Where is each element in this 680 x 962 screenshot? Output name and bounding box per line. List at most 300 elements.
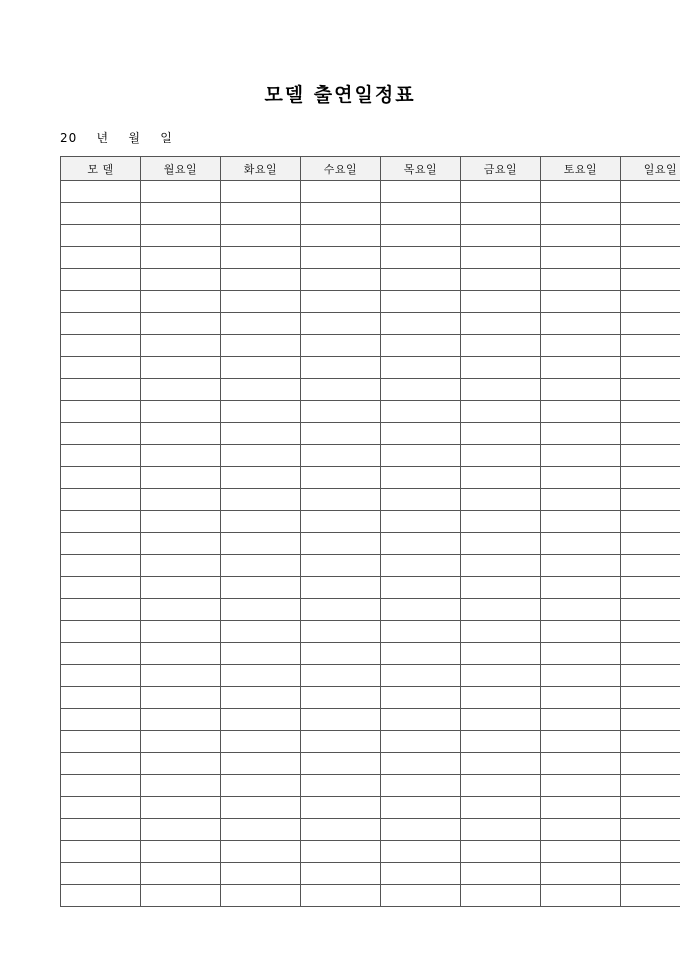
cell-day[interactable]: [381, 357, 461, 379]
cell-day[interactable]: [141, 731, 221, 753]
table-row: [61, 621, 680, 643]
cell-day[interactable]: [621, 181, 680, 203]
table-row: [61, 555, 680, 577]
cell-day[interactable]: [621, 313, 680, 335]
cell-day[interactable]: [381, 665, 461, 687]
cell-day[interactable]: [621, 489, 680, 511]
cell-day[interactable]: [221, 225, 301, 247]
cell-day[interactable]: [381, 577, 461, 599]
cell-day[interactable]: [221, 379, 301, 401]
cell-day[interactable]: [621, 819, 680, 841]
cell-day[interactable]: [141, 643, 221, 665]
cell-day[interactable]: [221, 577, 301, 599]
cell-day[interactable]: [301, 291, 381, 313]
cell-day[interactable]: [541, 511, 621, 533]
cell-day[interactable]: [461, 269, 541, 291]
cell-day[interactable]: [381, 775, 461, 797]
cell-day[interactable]: [621, 599, 680, 621]
date-line: 20 년 월 일: [60, 131, 173, 145]
cell-day[interactable]: [301, 467, 381, 489]
cell-day[interactable]: [381, 335, 461, 357]
cell-model[interactable]: [61, 313, 141, 335]
cell-day[interactable]: [381, 225, 461, 247]
cell-day[interactable]: [221, 423, 301, 445]
cell-day[interactable]: [541, 577, 621, 599]
cell-model[interactable]: [61, 753, 141, 775]
cell-day[interactable]: [621, 423, 680, 445]
cell-day[interactable]: [541, 313, 621, 335]
cell-day[interactable]: [541, 489, 621, 511]
cell-model[interactable]: [61, 819, 141, 841]
table-row: [61, 357, 680, 379]
cell-model[interactable]: [61, 599, 141, 621]
cell-day[interactable]: [541, 181, 621, 203]
cell-day[interactable]: [221, 247, 301, 269]
cell-model[interactable]: [61, 335, 141, 357]
cell-day[interactable]: [461, 555, 541, 577]
cell-day[interactable]: [381, 181, 461, 203]
cell-day[interactable]: [141, 269, 221, 291]
cell-day[interactable]: [461, 863, 541, 885]
table-row: [61, 291, 680, 313]
cell-model[interactable]: [61, 533, 141, 555]
cell-model[interactable]: [61, 709, 141, 731]
cell-day[interactable]: [461, 401, 541, 423]
column-header-sunday: 일요일: [621, 157, 680, 181]
cell-day[interactable]: [381, 797, 461, 819]
cell-day[interactable]: [141, 819, 221, 841]
cell-model[interactable]: [61, 445, 141, 467]
cell-model[interactable]: [61, 555, 141, 577]
cell-model[interactable]: [61, 225, 141, 247]
cell-day[interactable]: [141, 555, 221, 577]
cell-day[interactable]: [301, 357, 381, 379]
cell-day[interactable]: [461, 379, 541, 401]
cell-day[interactable]: [221, 753, 301, 775]
cell-day[interactable]: [461, 599, 541, 621]
cell-model[interactable]: [61, 797, 141, 819]
cell-day[interactable]: [621, 445, 680, 467]
cell-day[interactable]: [621, 225, 680, 247]
cell-day[interactable]: [141, 203, 221, 225]
cell-day[interactable]: [381, 841, 461, 863]
cell-day[interactable]: [461, 731, 541, 753]
cell-day[interactable]: [301, 313, 381, 335]
cell-day[interactable]: [141, 775, 221, 797]
cell-model[interactable]: [61, 621, 141, 643]
cell-day[interactable]: [141, 665, 221, 687]
cell-day[interactable]: [381, 863, 461, 885]
cell-day[interactable]: [141, 599, 221, 621]
cell-day[interactable]: [541, 225, 621, 247]
cell-day[interactable]: [141, 247, 221, 269]
cell-day[interactable]: [541, 709, 621, 731]
cell-day[interactable]: [141, 423, 221, 445]
cell-day[interactable]: [461, 797, 541, 819]
cell-day[interactable]: [221, 819, 301, 841]
cell-day[interactable]: [541, 841, 621, 863]
cell-day[interactable]: [381, 467, 461, 489]
cell-day[interactable]: [221, 335, 301, 357]
cell-day[interactable]: [381, 819, 461, 841]
cell-day[interactable]: [141, 687, 221, 709]
cell-day[interactable]: [621, 621, 680, 643]
table-row: [61, 225, 680, 247]
cell-day[interactable]: [461, 247, 541, 269]
cell-day[interactable]: [221, 181, 301, 203]
cell-day[interactable]: [381, 291, 461, 313]
cell-day[interactable]: [141, 797, 221, 819]
cell-model[interactable]: [61, 841, 141, 863]
cell-day[interactable]: [301, 643, 381, 665]
cell-day[interactable]: [301, 533, 381, 555]
column-header-friday: 금요일: [461, 157, 541, 181]
cell-day[interactable]: [541, 335, 621, 357]
cell-day[interactable]: [381, 511, 461, 533]
cell-model[interactable]: [61, 379, 141, 401]
cell-day[interactable]: [621, 753, 680, 775]
cell-day[interactable]: [301, 225, 381, 247]
cell-day[interactable]: [301, 247, 381, 269]
table-row: [61, 709, 680, 731]
cell-day[interactable]: [221, 709, 301, 731]
cell-day[interactable]: [381, 599, 461, 621]
cell-day[interactable]: [541, 753, 621, 775]
cell-day[interactable]: [301, 797, 381, 819]
cell-day[interactable]: [381, 533, 461, 555]
cell-day[interactable]: [141, 181, 221, 203]
cell-model[interactable]: [61, 203, 141, 225]
cell-day[interactable]: [301, 819, 381, 841]
cell-model[interactable]: [61, 577, 141, 599]
cell-day[interactable]: [381, 203, 461, 225]
cell-model[interactable]: [61, 731, 141, 753]
cell-day[interactable]: [621, 401, 680, 423]
cell-day[interactable]: [221, 511, 301, 533]
table-row: [61, 665, 680, 687]
cell-day[interactable]: [141, 621, 221, 643]
cell-model[interactable]: [61, 643, 141, 665]
cell-day[interactable]: [621, 379, 680, 401]
cell-day[interactable]: [541, 247, 621, 269]
cell-day[interactable]: [541, 467, 621, 489]
cell-day[interactable]: [141, 863, 221, 885]
cell-day[interactable]: [301, 401, 381, 423]
cell-day[interactable]: [381, 687, 461, 709]
cell-model[interactable]: [61, 291, 141, 313]
cell-day[interactable]: [221, 599, 301, 621]
cell-day[interactable]: [621, 467, 680, 489]
cell-day[interactable]: [461, 291, 541, 313]
table-row: [61, 335, 680, 357]
table-row: [61, 511, 680, 533]
cell-model[interactable]: [61, 665, 141, 687]
cell-day[interactable]: [541, 797, 621, 819]
cell-day[interactable]: [621, 555, 680, 577]
cell-day[interactable]: [381, 489, 461, 511]
cell-day[interactable]: [221, 687, 301, 709]
cell-day[interactable]: [141, 577, 221, 599]
cell-model[interactable]: [61, 863, 141, 885]
cell-day[interactable]: [461, 423, 541, 445]
cell-day[interactable]: [141, 401, 221, 423]
cell-day[interactable]: [301, 841, 381, 863]
cell-day[interactable]: [461, 357, 541, 379]
cell-day[interactable]: [301, 335, 381, 357]
cell-day[interactable]: [541, 731, 621, 753]
cell-day[interactable]: [301, 445, 381, 467]
cell-day[interactable]: [301, 709, 381, 731]
cell-day[interactable]: [141, 533, 221, 555]
cell-day[interactable]: [461, 753, 541, 775]
table-row: [61, 467, 680, 489]
cell-day[interactable]: [621, 335, 680, 357]
cell-day[interactable]: [221, 555, 301, 577]
table-row: [61, 731, 680, 753]
cell-model[interactable]: [61, 181, 141, 203]
cell-day[interactable]: [301, 577, 381, 599]
table-row: [61, 687, 680, 709]
column-header-thursday: 목요일: [381, 157, 461, 181]
cell-day[interactable]: [541, 401, 621, 423]
cell-day[interactable]: [621, 577, 680, 599]
cell-day[interactable]: [461, 665, 541, 687]
cell-day[interactable]: [541, 621, 621, 643]
column-header-model: 모 델: [61, 157, 141, 181]
cell-day[interactable]: [621, 643, 680, 665]
cell-day[interactable]: [381, 885, 461, 907]
cell-day[interactable]: [621, 885, 680, 907]
cell-day[interactable]: [301, 269, 381, 291]
cell-day[interactable]: [221, 797, 301, 819]
cell-model[interactable]: [61, 775, 141, 797]
cell-day[interactable]: [381, 423, 461, 445]
cell-day[interactable]: [221, 621, 301, 643]
cell-model[interactable]: [61, 401, 141, 423]
cell-day[interactable]: [141, 357, 221, 379]
cell-day[interactable]: [461, 819, 541, 841]
table-row: [61, 313, 680, 335]
cell-day[interactable]: [301, 687, 381, 709]
cell-day[interactable]: [461, 313, 541, 335]
cell-day[interactable]: [621, 203, 680, 225]
cell-day[interactable]: [301, 665, 381, 687]
cell-day[interactable]: [141, 379, 221, 401]
cell-day[interactable]: [621, 775, 680, 797]
cell-day[interactable]: [221, 665, 301, 687]
cell-day[interactable]: [461, 335, 541, 357]
cell-day[interactable]: [541, 445, 621, 467]
cell-day[interactable]: [541, 423, 621, 445]
cell-model[interactable]: [61, 885, 141, 907]
table-row: [61, 885, 680, 907]
cell-day[interactable]: [461, 885, 541, 907]
cell-day[interactable]: [621, 709, 680, 731]
cell-day[interactable]: [541, 533, 621, 555]
cell-day[interactable]: [381, 269, 461, 291]
cell-day[interactable]: [141, 709, 221, 731]
cell-day[interactable]: [221, 291, 301, 313]
table-row: [61, 445, 680, 467]
cell-day[interactable]: [541, 555, 621, 577]
cell-day[interactable]: [541, 291, 621, 313]
cell-day[interactable]: [461, 511, 541, 533]
cell-day[interactable]: [141, 335, 221, 357]
cell-day[interactable]: [381, 709, 461, 731]
cell-day[interactable]: [541, 885, 621, 907]
cell-day[interactable]: [461, 181, 541, 203]
cell-day[interactable]: [141, 511, 221, 533]
cell-day[interactable]: [621, 533, 680, 555]
cell-day[interactable]: [301, 511, 381, 533]
cell-model[interactable]: [61, 489, 141, 511]
cell-day[interactable]: [461, 775, 541, 797]
cell-day[interactable]: [141, 841, 221, 863]
table-row: [61, 181, 680, 203]
cell-day[interactable]: [461, 203, 541, 225]
cell-day[interactable]: [541, 599, 621, 621]
cell-model[interactable]: [61, 423, 141, 445]
table-row: [61, 247, 680, 269]
cell-model[interactable]: [61, 247, 141, 269]
cell-day[interactable]: [141, 313, 221, 335]
cell-day[interactable]: [381, 445, 461, 467]
cell-model[interactable]: [61, 269, 141, 291]
cell-day[interactable]: [221, 401, 301, 423]
cell-model[interactable]: [61, 687, 141, 709]
column-header-saturday: 토요일: [541, 157, 621, 181]
cell-day[interactable]: [541, 379, 621, 401]
cell-day[interactable]: [621, 687, 680, 709]
cell-day[interactable]: [541, 357, 621, 379]
cell-day[interactable]: [541, 819, 621, 841]
cell-day[interactable]: [301, 423, 381, 445]
cell-day[interactable]: [221, 775, 301, 797]
cell-day[interactable]: [301, 621, 381, 643]
cell-day[interactable]: [541, 203, 621, 225]
cell-day[interactable]: [141, 753, 221, 775]
cell-day[interactable]: [541, 687, 621, 709]
cell-day[interactable]: [621, 247, 680, 269]
cell-day[interactable]: [461, 621, 541, 643]
cell-day[interactable]: [221, 313, 301, 335]
cell-day[interactable]: [621, 269, 680, 291]
cell-day[interactable]: [141, 445, 221, 467]
cell-day[interactable]: [541, 863, 621, 885]
cell-day[interactable]: [461, 467, 541, 489]
cell-day[interactable]: [141, 885, 221, 907]
table-row: [61, 819, 680, 841]
cell-day[interactable]: [381, 621, 461, 643]
cell-day[interactable]: [621, 511, 680, 533]
cell-day[interactable]: [221, 357, 301, 379]
cell-day[interactable]: [621, 797, 680, 819]
cell-day[interactable]: [461, 577, 541, 599]
cell-day[interactable]: [221, 643, 301, 665]
cell-day[interactable]: [621, 863, 680, 885]
cell-day[interactable]: [461, 225, 541, 247]
cell-day[interactable]: [381, 379, 461, 401]
cell-model[interactable]: [61, 511, 141, 533]
cell-day[interactable]: [381, 643, 461, 665]
cell-day[interactable]: [541, 775, 621, 797]
table-row: [61, 401, 680, 423]
cell-day[interactable]: [221, 203, 301, 225]
cell-day[interactable]: [461, 445, 541, 467]
cell-day[interactable]: [381, 731, 461, 753]
cell-day[interactable]: [301, 203, 381, 225]
cell-day[interactable]: [221, 489, 301, 511]
page-title: 모델 출연일정표: [264, 84, 416, 106]
cell-day[interactable]: [301, 863, 381, 885]
cell-model[interactable]: [61, 357, 141, 379]
cell-day[interactable]: [461, 687, 541, 709]
cell-day[interactable]: [301, 599, 381, 621]
table-header: [61, 157, 680, 181]
cell-day[interactable]: [141, 291, 221, 313]
cell-day[interactable]: [461, 841, 541, 863]
cell-day[interactable]: [541, 643, 621, 665]
column-header-monday: 월요일: [141, 157, 221, 181]
cell-day[interactable]: [381, 401, 461, 423]
cell-day[interactable]: [461, 489, 541, 511]
cell-day[interactable]: [141, 225, 221, 247]
cell-day[interactable]: [221, 863, 301, 885]
cell-day[interactable]: [221, 533, 301, 555]
cell-day[interactable]: [621, 291, 680, 313]
cell-day[interactable]: [301, 489, 381, 511]
cell-day[interactable]: [461, 709, 541, 731]
cell-day[interactable]: [381, 247, 461, 269]
cell-day[interactable]: [301, 775, 381, 797]
cell-day[interactable]: [301, 555, 381, 577]
cell-day[interactable]: [301, 731, 381, 753]
cell-day[interactable]: [301, 181, 381, 203]
cell-day[interactable]: [221, 731, 301, 753]
cell-day[interactable]: [621, 357, 680, 379]
cell-day[interactable]: [621, 841, 680, 863]
cell-day[interactable]: [621, 665, 680, 687]
cell-day[interactable]: [461, 643, 541, 665]
cell-day[interactable]: [301, 379, 381, 401]
table-row: [61, 775, 680, 797]
cell-day[interactable]: [141, 489, 221, 511]
cell-day[interactable]: [221, 841, 301, 863]
cell-day[interactable]: [541, 665, 621, 687]
cell-day[interactable]: [541, 269, 621, 291]
cell-day[interactable]: [221, 445, 301, 467]
table-row: [61, 203, 680, 225]
cell-model[interactable]: [61, 467, 141, 489]
cell-day[interactable]: [301, 885, 381, 907]
table-header-row: [61, 157, 680, 181]
cell-day[interactable]: [381, 753, 461, 775]
cell-day[interactable]: [621, 731, 680, 753]
cell-day[interactable]: [381, 313, 461, 335]
cell-day[interactable]: [461, 533, 541, 555]
table-row: [61, 599, 680, 621]
table-row: [61, 863, 680, 885]
cell-day[interactable]: [221, 269, 301, 291]
cell-day[interactable]: [221, 885, 301, 907]
cell-day[interactable]: [221, 467, 301, 489]
table-row: [61, 423, 680, 445]
cell-day[interactable]: [381, 555, 461, 577]
cell-day[interactable]: [301, 753, 381, 775]
cell-day[interactable]: [141, 467, 221, 489]
table-row: [61, 533, 680, 555]
table-body: [61, 181, 680, 907]
